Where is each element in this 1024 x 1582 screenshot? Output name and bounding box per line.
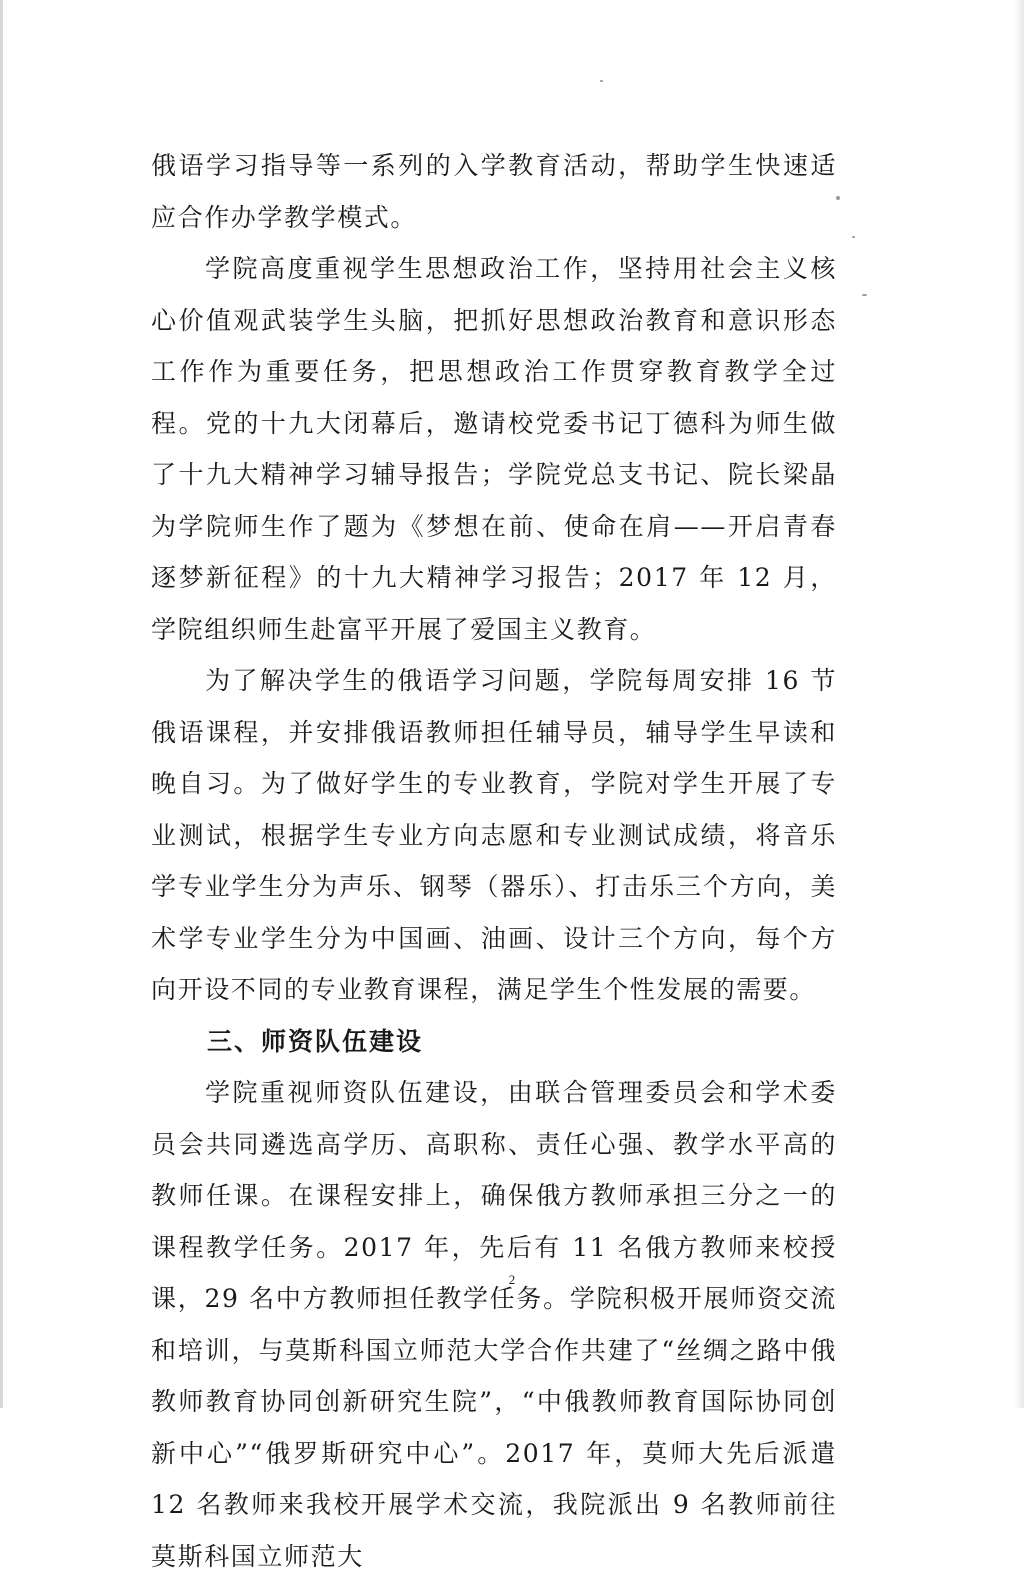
scan-right-edge (1014, 0, 1024, 1408)
paragraph-ideological-work: 学院高度重视学生思想政治工作，坚持用社会主义核心价值观武装学生头脑，把抓好思想政治教育和意识形态工作作为重要任务，把思想政治工作贯穿教育教学全过程。党的十九大闭幕后，邀请校党委书记丁德科为师生做了十九大精神学习辅导报告；学院党总支书记、院长梁晶为学院师生作了题为《梦想在前、使命在肩——开启青春逐梦新征程》的十九大精神学习报告；2017 年 12 月，学院组织师生赴富平开展了爱国主义教育。 (151, 254, 837, 644)
scan-speck (852, 236, 855, 238)
paragraph-russian-study: 为了解决学生的俄语学习问题，学院每周安排 16 节俄语课程，并安排俄语教师担任辅导员，辅导学生早读和晚自习。为了做好学生的专业教育，学院对学生开展了专业测试，根据学生专业方向志愿和专业测试成绩，将音乐学专业学生分为声乐、钢琴（器乐）、打击乐三个方向，美术学专业学生分为中国画、油画、设计三个方向，每个方向开设不同的专业教育课程，满足学生个性发展的需要。 (151, 666, 837, 1004)
scan-left-edge (0, 0, 3, 1408)
paragraph-enrollment-education: 俄语学习指导等一系列的入学教育活动，帮助学生快速适应合作办学教学模式。 (151, 151, 837, 232)
document-body (151, 140, 837, 1582)
scan-speck (600, 80, 603, 82)
page-number: 2 (508, 1272, 516, 1287)
scan-speck (862, 294, 867, 296)
paragraph-faculty-building: 学院重视师资队伍建设，由联合管理委员会和学术委员会共同遴选高学历、高职称、责任心强、教学水平高的教师任课。在课程安排上，确保俄方教师承担三分之一的课程教学任务。2017 年，先后有 11 名俄方教师来校授课，29 名中方教师担任教学任务。学院积极开展师资交流和培训，与莫斯科国立师范大学合作共建了“丝绸之路中俄教师教育协同创新研究生院”，“中俄教师教育国际协同创新中心”“俄罗斯研究中心”。2017 年，莫师大先后派遣 12 名教师来我校开展学术交流，我院派出 9 名教师前往莫斯科国立师范大 (151, 1078, 837, 1571)
section-heading-faculty: 三、师资队伍建设 (207, 1026, 424, 1056)
